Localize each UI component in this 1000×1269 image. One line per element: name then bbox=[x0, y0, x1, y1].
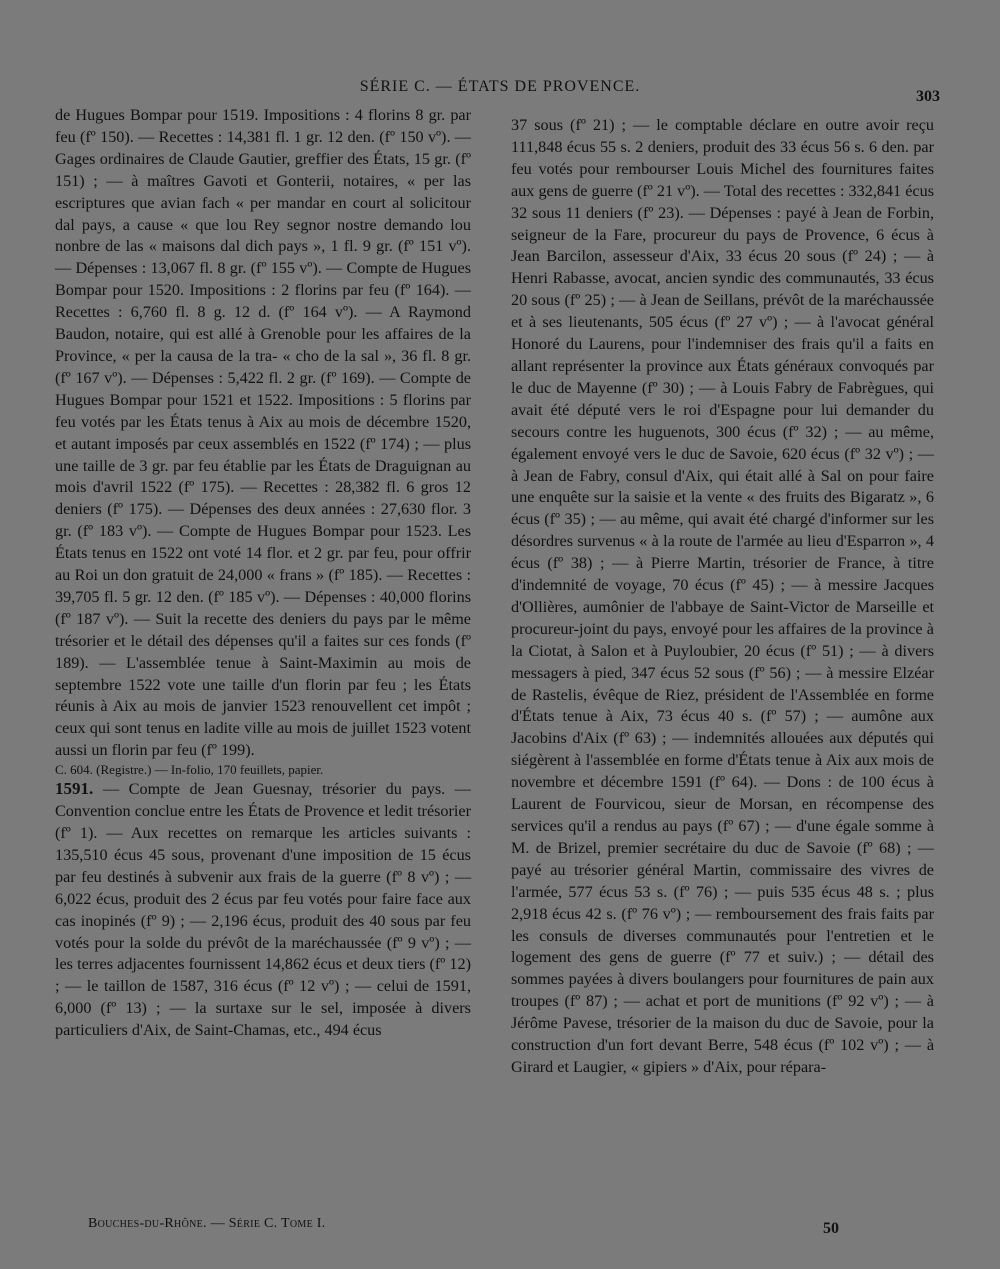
entry-year: 1591. bbox=[55, 779, 94, 799]
running-header: SÉRIE C. — ÉTATS DE PROVENCE. bbox=[359, 78, 641, 95]
left-paragraph-2 bbox=[55, 778, 471, 1042]
source-line: C. 604. (Registre.) — In-folio, 170 feuillets, papier. bbox=[55, 762, 324, 778]
right-paragraph-1: 37 sous (fº 21) ; — le comptable déclare en outre avoir reçu 111,848 écus 55 s. 2 deniers, produit des 33 écus 56 s. 6 den. par feu votés pour rembourser Louis Michel des fournitures faites aux gens de guerre (fº 21 vº). — Total des recettes : 332,841 écus 32 sous 11 deniers (fº 23). — Dépenses : payé à Jean de Forbin, seigneur de la Fare, procureur du pays de Provence, 6 écus à Jean Barcilon, assesseur d'Aix, 33 écus 20 sous (fº 24) ; — à Henri Rabasse, avocat, ancien syndic des communautés, 33 écus 20 sous (fº 25) ; — à Jean de Seillans, prévôt de la maréchaussée et à ses lieutenants, 505 écus (fº 27 vº) ; — à l'avocat général Honoré du Laurens, pour l'indemniser des frais qu'il a faits en allant représenter la province aux États généraux convoqués par le duc de Mayenne (fº 30) ; — à Louis Fabry de Fabrègues, qui avait été député vers le roi d'Espagne pour lui demander du secours contre les huguenots, 300 écus (fº 32) ; — au même, également envoyé vers le duc de Savoie, 620 écus (fº 32 vº) ; — à Jean de Fabry, consul d'Aix, qui était allé à Sal on pour faire une enquête sur la saisie et la vente « des fruits des Bigaratz », 6 écus (fº 35) ; — au même, qui avait été chargé d'informer sur les désordres survenus « à la route de l'armée au lieu d'Esparron », 4 écus (fº 38) ; — à Pierre Martin, trésorier de France, à titre d'indemnité de voyage, 70 écus (fº 45) ; — à messire Jacques d'Ollières, aumônier de l'abbaye de Saint-Victor de Marseille et procureur-joint du pays, envoyé pour les affaires de la province à la Ciotat, à Salon et à Puyloubier, 20 écus (fº 51) ; — à divers messagers à pied, 347 écus 52 sous (fº 56) ; — à messire Elzéar de Rastelis, évêque de Riez, président de l'Assemblée en forme d'États tenue à Aix, 73 écus 40 s. (fº 57) ; — aumône aux Jacobins d'Aix (fº 63) ; — indemnités allouées aux députés qui siégèrent à l'assemblée en forme d'États tenue à Aix aux mois de novembre et décembre 1591 (fº 64). — Dons : de 100 écus à Laurent de Fourvicou, sieur de Morsan, en récompense des services qu'il a rendus au pays (fº 67) ; — d'une égale somme à M. de Brizel, premier secrétaire du duc de Savoie (fº 68) ; — payé au trésorier général Martin, commissaire des vivres de l'armée, 577 écus 53 s. (fº 76) ; — puis 535 écus 48 s. ; plus 2,918 écus 42 s. (fº 76 vº) ; — remboursement des frais faits par les consuls de diverses communautés pour l'entretien et le logement des gens de guerre (fº 77 et suiv.) ; — détail des sommes payées à divers boulangers pour fournitures de pain aux troupes (fº 87) ; — achat et port de munitions (fº 92 vº) ; — à Jérôme Pavese, trésorier de la maison du duc de Savoie, pour la construction d'un fort devant Berre, 548 écus (fº 102 vº) ; — à Girard et Laugier, « gipiers » d'Aix, pour répara- bbox=[511, 116, 934, 1076]
footer-page-number: 50 bbox=[823, 1220, 839, 1237]
left-paragraph-2-text: — Compte de Jean Guesnay, trésorier du pays. — Convention conclue entre les États de Provence et ledit trésorier (fº 1). — Aux recettes on remarque les articles suivants : 135,510 écus 45 sous, provenant d'une imposition de 15 écus par feu destinés à subvenir aux frais de la guerre (fº 8 vº) ; — 6,022 écus, produit des 2 écus par feu votés pour faire face aux cas inopinés (fº 9) ; — 2,196 écus, produit des 40 sous par feu votés pour la solde du prévôt de la maréchaussée (fº 9 vº) ; — les terres adjacentes fournissent 14,862 écus et deux tiers (fº 12) ; — le taillon de 1587, 316 écus (fº 12 vº) ; — celui de 1591, 6,000 (fº 13) ; — la surtaxe sur le sel, imposée à divers particuliers d'Aix, de Saint-Chamas, etc., 494 écus bbox=[55, 780, 471, 1040]
page-number: 303 bbox=[916, 88, 940, 105]
left-paragraph-1: de Hugues Bompar pour 1519. Impositions : 4 florins 8 gr. par feu (fº 150). — Recettes : 14,381 fl. 1 gr. 12 den. (fº 150 vº). — Gages ordinaires de Claude Gautier, greffier des États, 15 gr. (fº 151) ; — à maîtres Gavoti et Gonterii, notaires, « per las escriptures que avian fach « per mandar en court al solicitour dal pays, a cause « que lou Rey segnor nostre demando lou nonbre de las « maisons dal dich pays », 1 fl. 9 gr. (fº 151 vº). — Dépenses : 13,067 fl. 8 gr. (fº 155 vº). — Compte de Hugues Bompar pour 1520. Impositions : 2 florins par feu (fº 164). — Recettes : 6,760 fl. 8 g. 12 d. (fº 164 vº). — A Raymond Baudon, notaire, qui est allé à Grenoble pour les affaires de la Province, « per la causa de la tra- « cho de la sal », 36 fl. 8 gr. (fº 167 vº). — Dépenses : 5,422 fl. 2 gr. (fº 169). — Compte de Hugues Bompar pour 1521 et 1522. Impositions : 5 florins par feu votés par les États tenus à Aix au mois de décembre 1520, et autant imposés par ceux assemblés en 1522 (fº 174) ; — plus une taille de 3 gr. par feu établie par les États de Draguignan au mois d'avril 1522 (fº 175). — Recettes : 28,382 fl. 6 gros 12 deniers (fº 175). — Dépenses des deux années : 27,630 flor. 3 gr. (fº 183 vº). — Compte de Hugues Bompar pour 1523. Les États tenus en 1522 ont voté 14 flor. et 2 gr. par feu, pour offrir au Roi un don gratuit de 24,000 « frans » (fº 185). — Recettes : 39,705 fl. 5 gr. 12 den. (fº 185 vº). — Dépenses : 40,000 florins (fº 187 vº). — Suit la recette des deniers du pays par le même trésorier et le détail des dépenses qu'il a faites sur ces fonds (fº 189). — L'assemblée tenue à Saint-Maximin au mois de septembre 1522 vote une taille d'un florin par feu ; les États réunis à Aix au mois de janvier 1523 renouvellent cet impôt ; ceux qui sont tenus en ladite ville au mois de juillet 1523 votent aussi un florin par feu (fº 199). bbox=[55, 106, 471, 760]
footer-left: Bouches-du-Rhône. — Série C. Tome I. bbox=[88, 1216, 326, 1231]
left-column bbox=[55, 105, 471, 1042]
right-column bbox=[511, 115, 934, 1079]
